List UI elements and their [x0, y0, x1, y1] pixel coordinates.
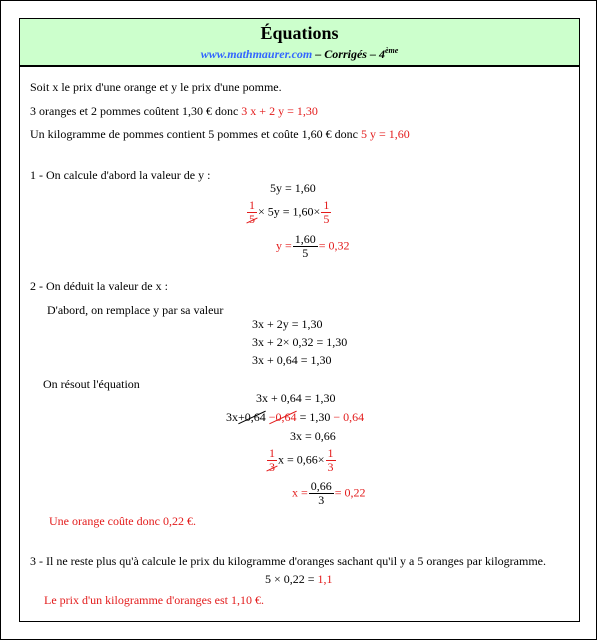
step1-eq3 — [276, 233, 350, 260]
intro-line-3-text: Un kilogramme de pommes contient 5 pommes et coûte 1,60 € donc — [30, 127, 361, 141]
step2-frac-right: $\frac{1}{3}$ — [327, 446, 334, 474]
step2-eqE-right: = 1,30 — [299, 410, 331, 424]
step1-result: = 0,32 — [318, 238, 350, 253]
intro-line-3 — [30, 127, 410, 141]
step2-eqE-struck: +0,64 — [238, 410, 266, 424]
step2-result: = 0,22 — [334, 485, 366, 500]
content-box — [19, 66, 580, 622]
intro-equation-2: 5 y = 1,60 — [360, 127, 410, 141]
step2-sub1: D'abord, on remplace y par sa valeur — [47, 303, 224, 317]
intro-equation-1: 3 x + 2 y = 1,30 — [241, 104, 318, 118]
step3-calc-result: 1,1 — [317, 572, 333, 586]
step3-calc — [265, 572, 333, 586]
header-box — [19, 18, 580, 66]
step2-eqH — [292, 480, 366, 507]
step1-eq1: 5y = 1,60 — [270, 181, 316, 195]
subtitle-text: – Corrigés – 4 — [315, 47, 385, 61]
intro-line-1: Soit x le prix d'une orange et y le prix d'une pomme. — [30, 80, 282, 94]
intro-line-2 — [30, 104, 318, 118]
site-link[interactable]: www.mathmaurer.com — [200, 47, 313, 61]
step3-calc-text: 5 × 0,22 = — [265, 572, 318, 586]
step1-frac: $\frac{1,60}{5}$ — [294, 232, 316, 260]
step2-eqC: 3x + 0,64 = 1,30 — [252, 353, 332, 367]
step2-eqG-mid: x = 0,66× — [278, 452, 325, 467]
step3-conclusion: Le prix d'un kilogramme d'oranges est 1,10 €. — [44, 593, 264, 607]
intro-line-2-text: 3 oranges et 2 pommes coûtent 1,30 € donc — [30, 104, 242, 118]
step2-eqF: 3x = 0,66 — [290, 429, 336, 443]
step2-frac-left: $\frac{1}{3}$ — [269, 446, 275, 474]
step2-eqG — [266, 447, 337, 474]
step2-eqD: 3x + 0,64 = 1,30 — [256, 391, 336, 405]
header-subtitle — [20, 43, 579, 62]
step1-frac-left: $\frac{1}{5}$ — [249, 198, 255, 226]
step2-conclusion: Une orange coûte donc 0,22 €. — [49, 514, 196, 528]
step2-sub2: On résout l'équation — [43, 377, 140, 391]
step1-heading: 1 - On calcule d'abord la valeur de y : — [30, 168, 211, 182]
step2-eqE-left: 3x — [226, 410, 238, 424]
step1-frac-right: $\frac{1}{5}$ — [323, 198, 330, 226]
step2-eqA: 3x + 2y = 1,30 — [252, 317, 323, 331]
step2-frac: $\frac{0,66}{3}$ — [310, 479, 332, 507]
step2-eqB: 3x + 2× 0,32 = 1,30 — [252, 335, 348, 349]
step2-eqE-red-struck: −0,64 — [268, 410, 297, 424]
step3-heading: 3 - Il ne reste plus qu'à calcule le prix du kilogramme d'oranges sachant qu'il y a 5 oranges par kilogramme. — [30, 554, 546, 568]
subtitle-sup: ème — [384, 46, 399, 55]
step1-y-label: y = — [276, 238, 292, 253]
step2-x-label: x = — [292, 485, 308, 500]
step2-eqE-red-right: − 0,64 — [333, 410, 365, 424]
step2-heading: 2 - On déduit la valeur de x : — [30, 279, 168, 293]
step1-eq2 — [246, 199, 332, 226]
step2-eqE — [226, 410, 364, 424]
page-title: Équations — [260, 23, 339, 43]
step1-eq2-mid: × 5y = 1,60× — [258, 204, 321, 219]
